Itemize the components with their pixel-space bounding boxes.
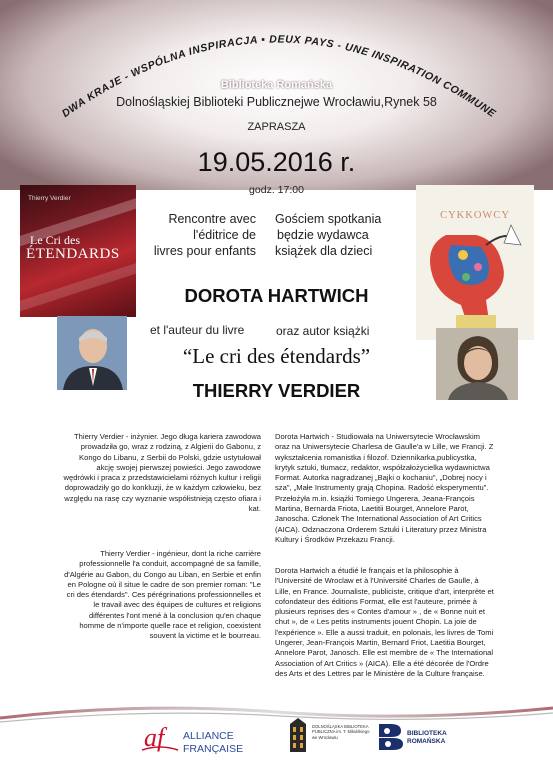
footer-wave (0, 700, 553, 725)
book-title: “Le cri des étendards” (182, 344, 371, 368)
bio-dorota-pl: Dorota Hartwich - Studiowała na Uniwersytecie Wrocławskim oraz na Uniwersytecie Charlesa de Gaulle'a w Lille, we Francji. Z wykształcenia romanistka i filozof. Dziennikarka,publicystka, krytyk sztuki, tłumacz, redaktor, współzałożycielka wydawnictwa Format. Autorka nagradzanej „Bajki o kochaniu", „Dobrej nocy i sza", „Małe Instrumenty grają Chopina. Radość eksperymentu". Przełożyła m.in. książki Tomiego Ungerera, Jeana-François Martina, Bernarda Friota, Laetitii Bourget, Annelore Parot, Janoscha. Członek The International Association of Art Critics (AICA). Odznaczona Orderem Sztuki i Literatury przez Ministra Kultury i Środków Przekazu Francji. (275, 432, 494, 544)
dbp-name: DOLNOŚLĄSKA BIBLIOTEKA PUBLICZNA im. T. Mikulskiego we Wrocławiu (312, 724, 370, 740)
guest-name-thierry: THIERRY VERDIER (192, 380, 361, 401)
alliance-francaise-logo-icon (140, 722, 180, 754)
intro-pl-line2: będzie wydawca (277, 228, 369, 242)
bio-dorota-fr: Dorota Hartwich a étudié le français et la philosophie à l'Université de Wroclaw et à l'Université Charles de Gaulle, à Lille, en France. Journaliste, publiciste, critique d'art, interprète et cofondateur des éditions Format, elle est l'auteure, primée à plusieurs reprises des « Contes d'amour » , de « Bonne nuit et chut », de « Les petits instruments jouent Chopin. La joie de l'expérience ». Elle a aussi traduit, en polonais, les livres de Tomi Ungerer, Jean-François Martin, Bernard Friot, Laetitia Bourget, Annelore Parot, Janosch. Elle est membre de « The International Association of Art Critics » (AICA). Elle a été décorée de l'Ordre des Arts et des Lettres par le Ministère de la Culture française. (275, 566, 494, 678)
intro-pl-author: oraz autor książki (276, 324, 370, 338)
book-cover-title-line2: ÉTENDARDS (26, 246, 120, 262)
intro-pl-line3: książek dla dzieci (275, 244, 373, 258)
library-address: Dolnośląskiej Biblioteki Publicznejwe Wrocławiu,Rynek 58 (116, 95, 437, 109)
bio-thierry-pl: Thierry Verdier - inżynier. Jego długa kariera zawodowa prowadziła go, wraz z rodziną, z Algierii do Gabonu, z Kongo do Libanu, z Serbii do Polski, gdzie ustytułował akcję swojej pierwszej powieści. Jego zawodowe wędrówki i praca z przedstawicielami różnych kultur i religii doprowadziły go do konkluzji, że w każdym człowieku, bez względu na rasę czy wyznanie współistnieją często ofiara i kat. (63, 432, 261, 514)
biblioteka-romanska-logo-icon (377, 722, 405, 752)
alliance-francaise-name (183, 730, 243, 756)
svg-text:af: af (144, 723, 165, 752)
intro-fr-line2: l'éditrice de (193, 228, 256, 242)
br-line2: ROMAŃSKA (407, 738, 446, 745)
af-line2: FRANÇAISE (183, 743, 244, 755)
intro-fr-line3: livres pour enfants (153, 244, 256, 258)
arc-heading-text: DWA KRAJE - WSPÓLNA INSPIRACJA ▪ DEUX PAYS - UNE INSPIRATION COMMUNE (59, 33, 498, 121)
library-name: Biblioteka Romańska (220, 79, 333, 91)
bio-thierry-fr: Thierry Verdier - ingénieur, dont la riche carrière professionnelle l'a conduit, accompagné de sa famille, d'Algérie au Gabon, du Congo au Liban, en Serbie et enfin en Pologne où il situe le cadre de son premier roman: "Le cri des étendards". Ces pérégrinations professionnelles et le travail avec des équipes de cultures et religions différentes l'ont mené à la conclusion qu'en chaque homme de n'importe quelle race et religion, coexistent souvent la victime et le bourreau. (64, 549, 261, 641)
af-line1: ALLIANCE (183, 730, 234, 742)
event-date: 19.05.2016 r. (197, 147, 356, 177)
intro-pl-line1: Gościem spotkania (275, 212, 382, 226)
dbp-building-icon (287, 718, 309, 754)
guest-name-dorota: DOROTA HARTWICH (184, 285, 369, 306)
biblioteka-romanska-name (407, 730, 447, 746)
book-cover-title-line1: Le Cri des (30, 233, 80, 247)
intro-fr (150, 211, 256, 259)
intro-fr-line1: Rencontre avec (168, 212, 256, 226)
book-cover-author: Thierry Verdier (28, 195, 71, 202)
book-cover-illustration (416, 185, 534, 340)
invites-label: ZAPRASZA (247, 121, 306, 133)
intro-pl (275, 211, 395, 259)
br-line1: BIBLIOTEKA (407, 730, 447, 737)
event-time: godz. 17:00 (249, 184, 304, 196)
book-cover-cykkowcy (416, 185, 534, 340)
intro-fr-author: et l'auteur du livre (150, 323, 245, 337)
book-cover-title: CYKKOWCY (440, 210, 510, 221)
